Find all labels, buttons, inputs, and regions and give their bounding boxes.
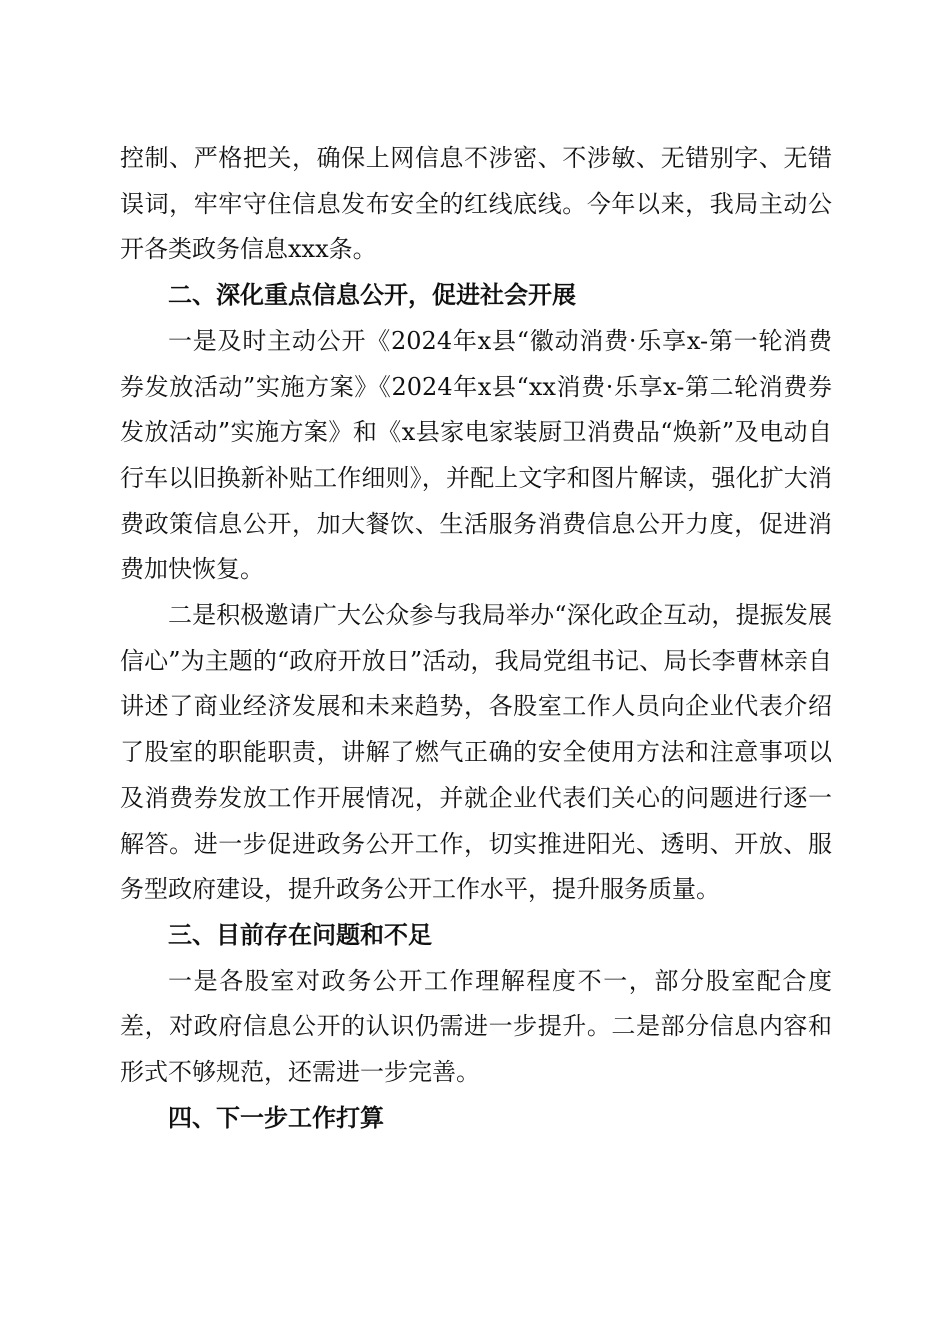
section-heading-3: 三、目前存在问题和不足 <box>168 920 432 949</box>
section-3-paragraph-1: 一是各股室对政务公开工作理解程度不一，部分股室配合度差，对政府信息公开的认识仍需进一步提升。二是部分信息内容和形式不够规范，还需进一步完善。 <box>120 966 832 1087</box>
section-heading-2: 二、深化重点信息公开，促进社会开展 <box>168 281 576 310</box>
document-body <box>120 136 832 1141</box>
section-heading-4: 四、下一步工作打算 <box>168 1103 384 1132</box>
section-2-paragraph-1: 一是及时主动公开《2024年x县“徽动消费·乐享x-第一轮消费券发放活动”实施方案》《2024年x县“xx消费·乐享x-第二轮消费券发放活动”实施方案》和《x县家电家装厨卫消费品“焕新”及电动自行车以旧换新补贴工作细则》，并配上文字和图片解读，强化扩大消费政策信息公开，加大餐饮、生活服务消费信息公开力度，促进消费加快恢复。 <box>120 326 832 584</box>
continuation-paragraph: 控制、严格把关，确保上网信息不涉密、不涉敏、无错别字、无错误词，牢牢守住信息发布安全的红线底线。今年以来，我局主动公开各类政务信息xxx条。 <box>120 144 832 264</box>
section-2-paragraph-2: 二是积极邀请广大公众参与我局举办“深化政企互动，提振发展信心”为主题的“政府开放日”活动，我局党组书记、局长李曹林亲自讲述了商业经济发展和未来趋势，各股室工作人员向企业代表介绍了股室的职能职责，讲解了燃气正确的安全使用方法和注意事项以及消费券发放工作开展情况，并就企业代表们关心的问题进行逐一解答。进一步促进政务公开工作，切实推进阳光、透明、开放、服务型政府建设，提升政务公开工作水平，提升服务质量。 <box>120 601 832 904</box>
